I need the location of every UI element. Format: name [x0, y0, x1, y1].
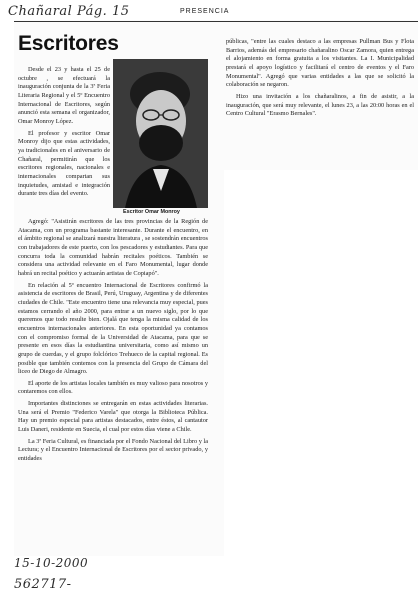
- header-rule: [14, 21, 418, 22]
- paragraph-2: En relación al 5º encuentro Internacional de Escritores confirmó la asistencia de escritores de Brasil, Perú, Uruguay, Argentina y de diferentes ciudades de Chile. "Este encuentro tiene una relevancia muy especial, pues estamos cerrando el año 2000, para entrar a un nuevo siglo, por lo que queremos que todo resulte bien. Ojalá que tenga la misma calidad de los encuentros internacionales anteriores. En esta oportunidad ya contamos con el compromiso formal de la Universidad de Atacama, para que se presente en esos días la estudiantina universitaria, como así mismo un grupo de cuerdas, y el grupo folclórico Trehueco de la capital regional. Es posible que también contemos con la presencia del Grupo de Cámara del liceo de Diego de Almagro.: [18, 281, 208, 376]
- paragraph-7: Hizo una invitación a los chañaralinos, a fin de asistir, a la inauguración, que será muy relevante, el lunes 23, a las 20:00 horas en el Centro Cultural "Erasmo Bernales".: [226, 92, 414, 118]
- article-intro: [18, 66, 110, 199]
- writer-photo: [113, 59, 208, 208]
- paragraph-5: La 3ª Feria Cultural, es financiada por el Fondo Nacional del Libro y la Lectura; y el Encuentro Internacional de Escritores por el sector privado, y entidades: [18, 437, 208, 463]
- handwritten-date: 15-10-2000: [14, 556, 89, 570]
- paragraph-1: Agregó: "Asistirán escritores de las tres provincias de la Región de Atacama, con un programa bastante interesante. Durante el encuentro, en el ámbito regional se analizará nuestra literatura , se sostendrán encuentros con trabajadores de este puerto, con los pescadores y estudiantes. Para que concurra toda la comunidad habrán recitales poéticos. También se considera una actividad relevante en el Faro Monumental, lugar donde habrá un recital poético y actuarán artistas de Copiapó".: [18, 218, 208, 277]
- portrait-image: [113, 59, 208, 208]
- section-header: PRESENCIA: [180, 8, 230, 15]
- paragraph-6: públicas, "entre las cuales destaco a las empresas Pullman Bus y Flota Barrios, además del empresario chañaralino Oscar Zamora, quien entrega el alojamiento en forma gratuita a los visitantes. La I. Municipalidad prestará el apoyo logístico y facilitará el centro de eventos y el Faro Monumental". Agregó que varias entidades a las que se solicitó la colaboración se negaron.: [226, 38, 414, 89]
- paragraph-narrow: El profesor y escritor Omar Monroy dijo que estas actividades, ya tradicionales en el aniversario de Chañaral, permitirán que los escritores regionales, nacionales e internacionales compartan sus inquietudes, amistad e integración durante tres días del evento.: [18, 129, 110, 198]
- article-body-right: [226, 38, 414, 119]
- photo-caption: Escritor Omar Monroy: [123, 209, 180, 215]
- handwritten-source-note: Chañaral Pág. 15: [8, 4, 130, 19]
- paragraph-3: El aporte de los artistas locales también es muy valioso para nosotros y contaremos con ellos.: [18, 379, 208, 396]
- article-body-left: [18, 218, 208, 464]
- handwritten-code: 562717-: [14, 577, 72, 592]
- article-title: Escritores: [18, 32, 119, 55]
- paragraph-4: Importantes distinciones se entregarán en estas actividades literarias. Una será el Premio "Federico Varela" que otorga la Biblioteca Pública. Hay un premio especial para artistas destacados, entre éstos, al cantautor Luis Daneri, residente en Suecia, el cual por estos días viene a Chile.: [18, 400, 208, 434]
- intro-paragraph: Desde el 23 y hasta el 25 de octubre , se efectuará la inauguración conjunta de la 3ª Feria Literaria Regional y el 5º Encuentro Internacional de Escritores, según anunció esta semana el organizador, Omar Monroy López.: [18, 66, 110, 125]
